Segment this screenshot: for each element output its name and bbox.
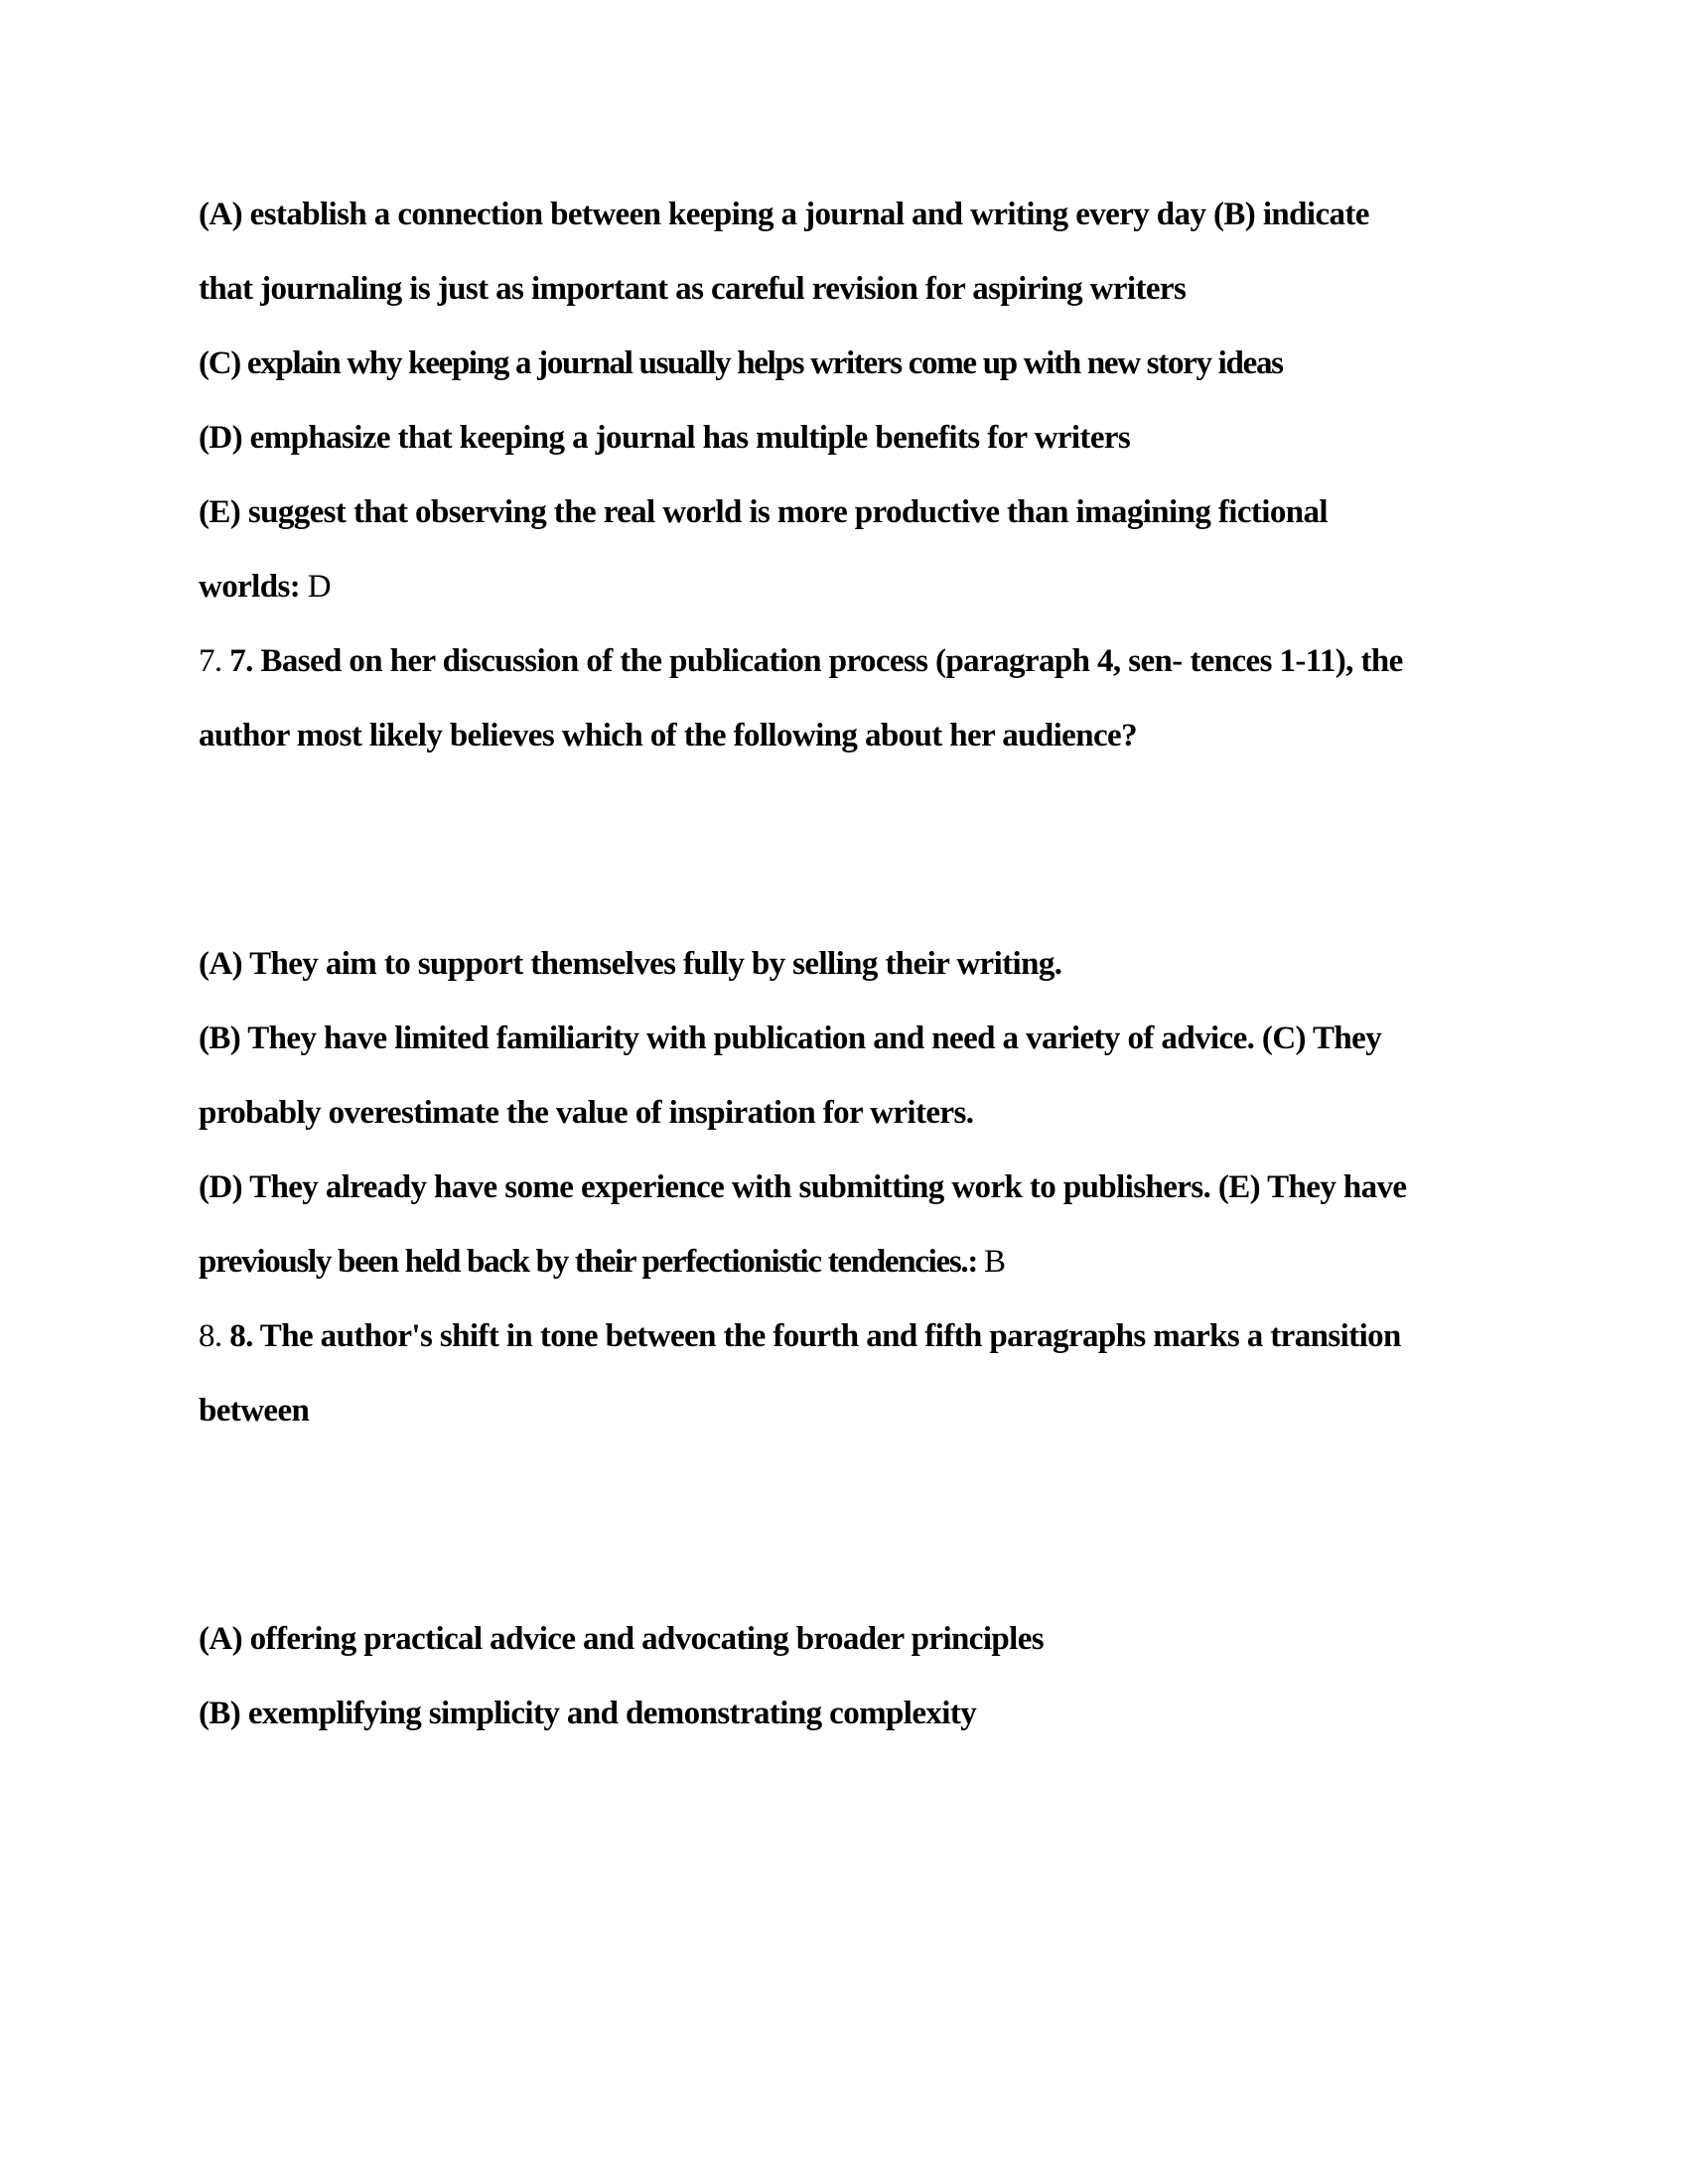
q7-choice-c-cont: probably overestimate the value of inspiration for writers.	[199, 1095, 974, 1131]
q8-question-line-2: between	[199, 1393, 310, 1429]
q7-question-text: 7. Based on her discussion of the publication process (paragraph 4, sen- tences 1-11), the	[229, 643, 1403, 679]
q7-choice-e-cont	[199, 1242, 1005, 1282]
q6-choice-b-cont: that journaling is just as important as careful revision for aspiring writers	[199, 271, 1187, 307]
q8-question-line-1	[199, 1316, 1401, 1356]
q6-choice-c: (C) explain why keeping a journal usually helps writers come up with new story ideas	[199, 345, 1283, 381]
q8-question-text: 8. The author's shift in tone between the fourth and fifth paragraphs marks a transition	[229, 1318, 1401, 1354]
q7-question-line-1	[199, 641, 1403, 681]
q8-number: 8.	[199, 1318, 230, 1354]
q7-answer: B	[977, 1244, 1005, 1280]
q7-choice-a: (A) They aim to support themselves fully by selling their writing.	[199, 946, 1062, 982]
q7-last-line: previously been held back by their perfectionistic tendencies.:	[199, 1244, 978, 1280]
q6-last-line: worlds:	[199, 569, 301, 605]
q7-choice-d-e: (D) They already have some experience with submitting work to publishers. (E) They have	[199, 1169, 1407, 1205]
q6-answer: D	[300, 569, 332, 605]
q6-choice-a-b: (A) establish a connection between keeping a journal and writing every day (B) indicate	[199, 197, 1369, 232]
q6-choice-d: (D) emphasize that keeping a journal has multiple benefits for writers	[199, 420, 1131, 456]
q8-choice-b: (B) exemplifying simplicity and demonstrating complexity	[199, 1696, 977, 1731]
q8-choice-a: (A) offering practical advice and advocating broader principles	[199, 1621, 1045, 1657]
q7-number: 7.	[199, 643, 230, 679]
q7-choice-b-c: (B) They have limited familiarity with publication and need a variety of advice. (C) They	[199, 1021, 1382, 1056]
q6-choice-e: (E) suggest that observing the real world is more productive than imagining fictional	[199, 494, 1329, 530]
q7-question-line-2: author most likely believes which of the following about her audience?	[199, 718, 1137, 753]
q6-choice-e-cont	[199, 567, 331, 607]
